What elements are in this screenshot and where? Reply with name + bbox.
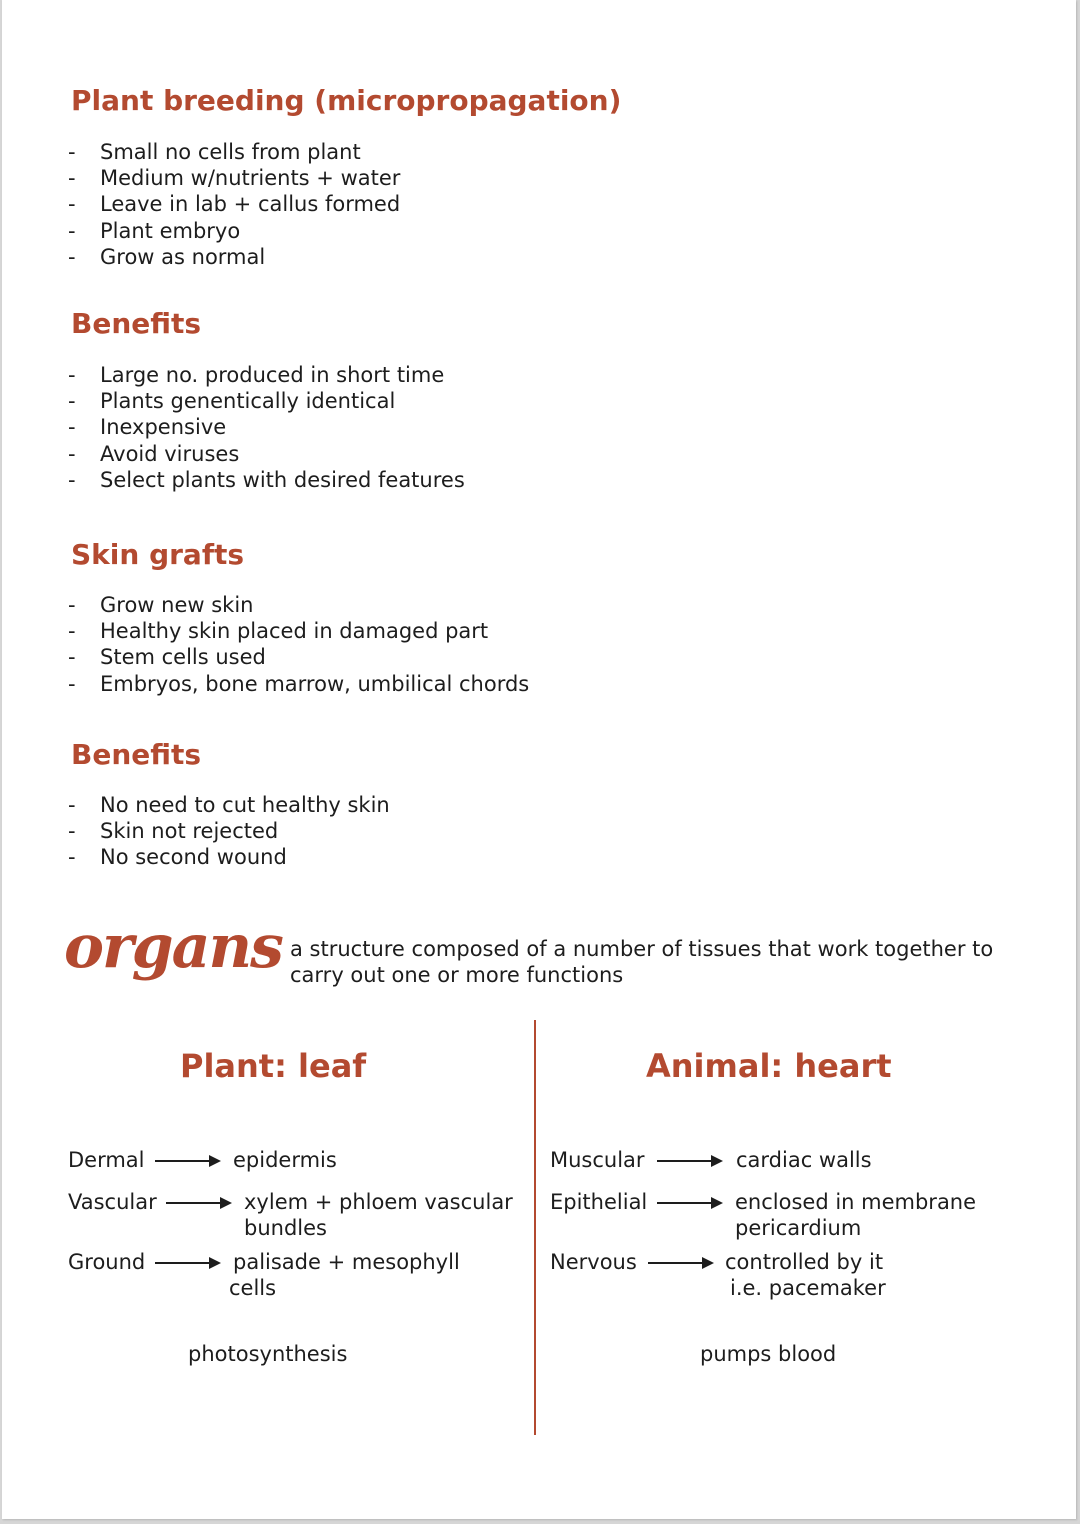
arrow-icon [657,1160,721,1162]
list-item: - Leave in lab + callus formed [68,192,401,217]
tissue-value-ground-cont: cells [229,1276,277,1300]
list-item: - Avoid viruses [68,441,240,466]
arrow-icon [648,1262,712,1264]
tissue-value-muscular: cardiac walls [736,1148,872,1172]
tissue-label-ground: Ground [68,1250,146,1274]
list-item: - Plant embryo [68,218,241,243]
list-item: - No second wound [68,845,287,870]
plant-function: photosynthesis [188,1342,348,1366]
plant-leaf-title: Plant: leaf [180,1047,367,1085]
document-page [2,0,1076,1519]
organs-definition: a structure composed of a number of tissues that work together to carry out one or more functions [290,937,994,987]
tissue-value-vascular: xylem + phloem vascular [244,1190,513,1214]
list-item: - Plants genentically identical [68,389,396,414]
heading-micropropagation: Plant breeding (micropropagation) [71,84,622,117]
organs-title: organs [64,912,282,982]
tissue-label-epithelial: Epithelial [550,1190,648,1214]
tissue-value-nervous-cont: i.e. pacemaker [730,1276,886,1300]
tissue-value-dermal: epidermis [233,1148,337,1172]
list-item: - Skin not rejected [68,819,279,844]
tissue-value-epithelial-cont: pericardium [735,1216,862,1240]
list-item: - Small no cells from plant [68,140,361,164]
micropropagation-list [68,139,400,270]
skin-grafts-benefits-list [68,792,390,871]
tissue-value-nervous: controlled by it [725,1250,884,1274]
tissue-value-ground: palisade + mesophyll [233,1250,460,1274]
arrow-icon [155,1160,219,1162]
tissue-label-muscular: Muscular [550,1148,645,1172]
list-item: - Stem cells used [68,645,266,670]
heading-skin-grafts: Skin grafts [71,538,245,571]
animal-function: pumps blood [700,1342,837,1366]
list-item: - Select plants with desired features [68,467,465,492]
tissue-label-vascular: Vascular [68,1190,157,1214]
list-item: - Grow new skin [68,593,254,617]
tissue-value-epithelial: enclosed in membrane [735,1190,977,1214]
arrow-icon [657,1202,721,1204]
micropropagation-benefits-list [68,362,465,493]
tissue-label-dermal: Dermal [68,1148,145,1172]
list-item: - Embryos, bone marrow, umbilical chords [68,671,530,696]
animal-heart-title: Animal: heart [646,1047,892,1085]
list-item: - Grow as normal [68,244,266,269]
list-item: - Large no. produced in short time [68,363,445,387]
list-item: - No need to cut healthy skin [68,793,390,817]
skin-grafts-list [68,592,529,697]
tissue-label-nervous: Nervous [550,1250,637,1274]
list-item: - Medium w/nutrients + water [68,166,401,191]
tissue-value-vascular-cont: bundles [244,1216,327,1240]
arrow-icon [155,1262,219,1264]
column-divider [534,1020,536,1435]
heading-benefits-skin-grafts: Benefits [71,738,202,771]
list-item: - Healthy skin placed in damaged part [68,619,489,644]
heading-benefits-micropropagation: Benefits [71,307,202,340]
arrow-icon [166,1202,230,1204]
list-item: - Inexpensive [68,415,227,440]
